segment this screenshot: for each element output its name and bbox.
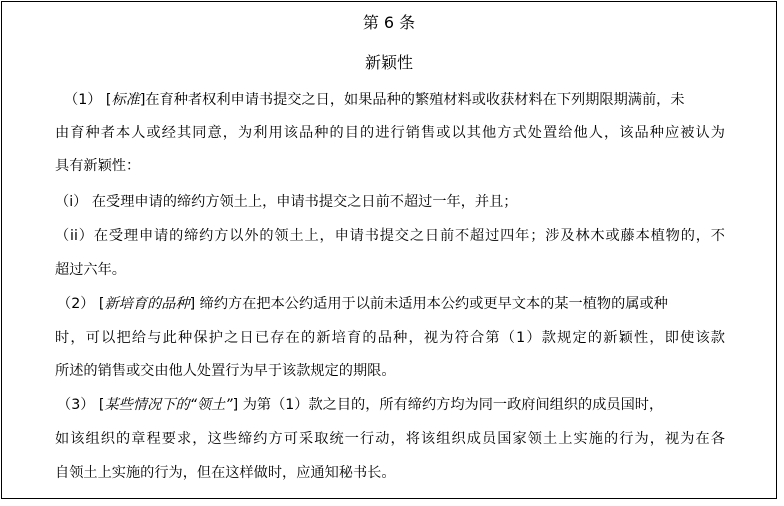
paragraph-1-number: （1） [ <box>64 92 112 108</box>
paragraph-2-line-1 <box>57 294 668 314</box>
paragraph-3-heading: 某些情况下的“领土” <box>104 397 233 413</box>
item-i-line-1: （i） 在受理申请的缔约方领土上，申请书提交之日前不超过一年，并且； <box>55 194 518 210</box>
document-page <box>1 1 777 499</box>
paragraph-2-line-2: 时，可以把给与此种保护之日已存在的新培育的品种，视为符合第（1）款规定的新颖性，即使该款 <box>55 330 725 346</box>
paragraph-1-line-3: 具有新颖性： <box>55 158 141 174</box>
paragraph-2-line-3: 所述的销售或交由他人处置行为早于该款规定的期限。 <box>55 363 396 379</box>
paragraph-1-text: ]在育种者权利申请书提交之日，如果品种的繁殖材料或收获材料在下列期限期满前，未 <box>139 92 685 108</box>
paragraph-2-text: ] 缔约方在把本公约适用于以前未适用本公约或更早文本的某一植物的属或种 <box>189 296 668 312</box>
paragraph-3-line-3: 自领土上实施的行为，但在这样做时，应通知秘书长。 <box>55 465 396 481</box>
paragraph-3-text: ] 为第（1）款之目的，所有缔约方均为同一政府间组织的成员国时， <box>232 397 664 413</box>
paragraph-2-heading: 新培育的品种 <box>104 296 190 312</box>
paragraph-3-line-2: 如该组织的章程要求，这些缔约方可采取统一行动，将该组织成员国家领土上实施的行为，视为在各 <box>55 431 725 447</box>
article-number: 第 6 条 <box>362 13 416 32</box>
paragraph-1-heading: 标准 <box>111 92 140 108</box>
article-title: 新颖性 <box>364 53 413 72</box>
paragraph-1-line-1 <box>64 90 685 110</box>
paragraph-1-line-2: 由育种者本人或经其同意，为利用该品种的目的进行销售或以其他方式处置给他人，该品种应被认为 <box>55 125 725 141</box>
item-ii-line-1: （ii）在受理申请的缔约方以外的领土上，申请书提交之日前不超过四年；涉及林木或藤本植物的，不 <box>55 228 725 244</box>
paragraph-2-number: （2） [ <box>57 296 105 312</box>
paragraph-3-line-1 <box>57 395 663 415</box>
paragraph-3-number: （3） [ <box>57 397 105 413</box>
item-ii-line-2: 超过六年。 <box>55 262 126 278</box>
